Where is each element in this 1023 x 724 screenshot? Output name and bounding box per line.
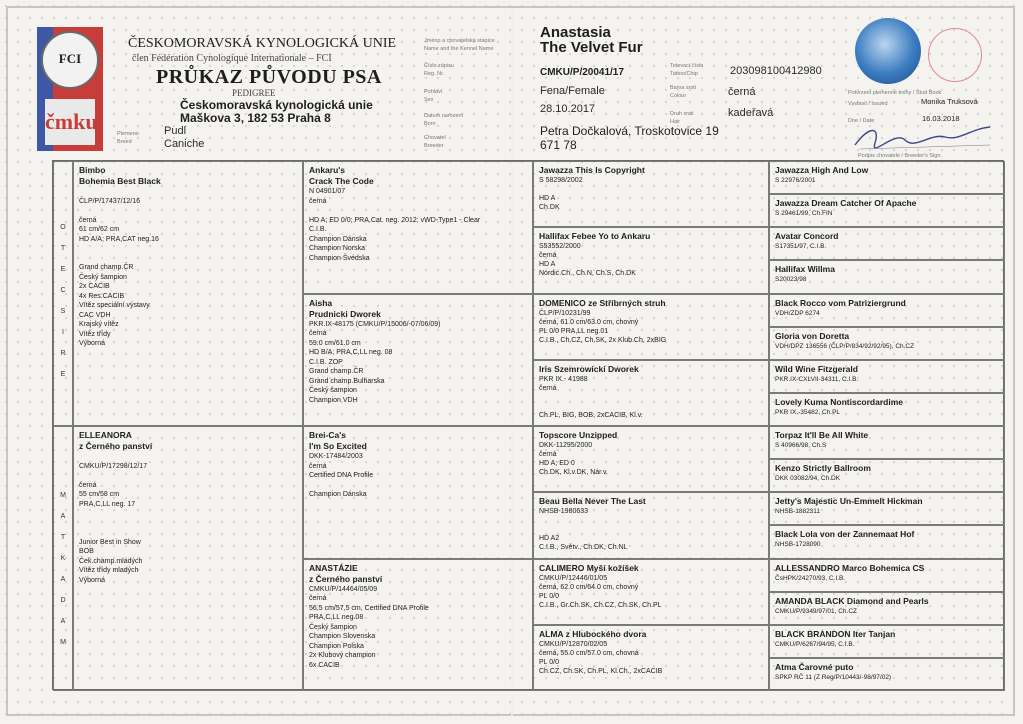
gen2-ancestor [303,426,533,559]
dog-breeder-zip: 671 78 [540,138,577,152]
label-colour-en: Colour [670,93,687,99]
record-line: NHSB-1882311 [775,508,821,516]
record-line: černá [79,216,97,224]
record-line: Champion Polska [309,642,364,650]
record-line: Grand champ.ČR [79,264,134,271]
record-line: 55 cm/58 cm [79,491,120,498]
issuer-name: Českomoravská kynologická unie [180,98,373,112]
label-date: Dne / Date [848,118,875,124]
record-line [79,452,297,462]
label-issued: Vystavil / Issued [848,101,888,107]
gen4-dog-name: AMANDA BLACK Diamond and Pearls [775,595,929,606]
gen2-kennel-name: Prudnicki Dworek [309,308,381,319]
gen2-dog-name: ANASTÁZIE [309,562,358,573]
dam_label-letter: A [60,576,66,583]
record-line [79,471,297,481]
sire_label-letter: I [62,329,64,336]
record-line: Champion Švédska [309,254,370,262]
dog-hair: kadeřavá [728,107,774,119]
sire_label-letter: C [60,287,66,294]
record-line [79,187,297,197]
dog-name: Anastasia [540,24,611,41]
gen3-ancestor [533,625,769,691]
record-line: 61 cm/62 cm [79,226,120,233]
gen1-dog-name: ELLEANORA [79,430,132,440]
record-line: S 40966/98, Ch.S [775,442,827,449]
gen4-dog-name: Black Lola von der Zannemaat Hof [775,529,915,540]
record-line: Ch.CZ, Ch.SK, Ch.PL, Kl.Ch., 2xCACIB [539,667,663,675]
record-line: CMKU/P/12870/02/05 [539,640,608,648]
cmku-emblem-icon: čmku [45,99,95,145]
record-line: Certified DNA Profile [309,472,374,479]
dog-born: 28.10.2017 [540,103,596,115]
record-line: PKR IX.- 41988 [539,375,588,383]
issuer-address: Maškova 3, 182 53 Praha 8 [180,111,331,125]
record-line: černá [539,384,557,392]
record-line: NHSB-1728090 [775,541,821,549]
record-line [539,185,763,194]
gen3-ancestor [533,559,769,625]
record-line: PKR.IX-48175 (CMKU/P/15006/-07/06/09) [309,320,441,328]
gen3-ancestor [533,492,769,558]
sire_label-letter: O [60,224,66,231]
gen4-ancestor [769,194,1005,227]
record-line: CMKU/P/12446/01/05 [539,574,608,582]
record-line: Ček.champ.mladých [79,557,143,565]
record-line: PL 0/0 [539,658,559,666]
gen4-ancestor [769,393,1005,426]
label-born: Datum narození [424,113,464,119]
dog-kennel: The Velvet Fur [540,39,643,56]
record-line: PL 0/0 PRA,LL neg.01 [539,327,609,335]
record-line: DKK-17484/2003 [309,453,363,460]
record-line: Champion Norska [309,245,366,252]
record-line: DKK 03082/94, Ch.DK [775,475,841,483]
gen4-ancestor [769,658,1005,691]
record-line: C.I.B., Ch.CZ, Ch.SK, 2x Klub.Ch, 2xBIG [539,336,667,344]
breed-label-en: Breed [117,139,132,145]
label-name-en: Name and the Kennel Name [424,46,494,52]
gen4-dog-name: Avatar Concord [775,231,839,242]
gen4-dog-name: ALLESSANDRO Marco Bohemica CS [775,562,925,573]
issue-date: 16.03.2018 [922,114,960,123]
gen4-ancestor [769,625,1005,658]
pedigree-table [52,160,1004,690]
gen2-dog-name: Aisha [309,297,333,308]
dam_label-letter: T [60,534,66,541]
gen2-kennel-name: I'm So Excited [309,441,367,451]
dam_label-letters [56,485,70,653]
record-line: N 04901/07 [309,188,346,195]
record-line: S 22976/2001 [775,177,816,184]
record-line [79,528,297,538]
gen3-dog-name: Beau Bella Never The Last [539,496,646,507]
record-line: 2x CACIB [79,283,110,290]
dam_label-letter: D [60,597,66,604]
gen4-ancestor [769,260,1005,293]
record-line: 6x CACIB [309,661,340,669]
record-line [79,244,297,254]
gen2-kennel-name: Crack The Code [309,176,374,186]
record-line: Krajský vítěz [79,321,119,328]
record-line: černá, 55.0 cm/57.0 cm, chovná [539,649,639,657]
gen4-dog-name: Jetty's Majestic Un-Emmelt Hickman [775,496,923,507]
dog-chip: 203098100412980 [730,65,822,77]
record-line: VDH/ZDP 6274 [775,309,820,317]
gen3-ancestor [533,294,769,360]
label-colour: Barva srsti [670,85,696,91]
label-signature: Podpis chovatele / Breeder's Sign. [858,153,942,159]
dog-reg: CMKU/P/20041/17 [540,67,624,78]
breed-label: Plemeno [117,131,139,137]
gen3-dog-name: Jawazza This Is Copyright [539,165,645,175]
record-line: Ch.DK [539,204,560,211]
gen4-dog-name: Gloria von Doretta [775,330,850,341]
record-line: Český šampion [309,623,357,631]
sire_label-letters [56,217,70,385]
label-hair: Druh srsti [670,111,694,117]
record-line [79,206,297,216]
gen4-ancestor [769,459,1005,492]
document-title: PRŮKAZ PŮVODU PSA [156,66,382,88]
gen2-kennel-name: z Černého panství [309,573,383,584]
record-line: PRA,C,LL neg.08 [309,614,364,621]
gen3-dog-name: Hallifax Febee Yo to Ankaru [539,231,651,242]
record-line: Ch.PL, BIG, BOB, 2xCACIB, Kl.v. [539,411,643,419]
record-line: NHSB-1980633 [539,508,589,516]
record-line: Český šampion [79,273,127,281]
sire-column [53,161,73,426]
dam_label-letter: K [60,555,66,562]
record-line: CMKU/P/17298/12/17 [79,462,148,470]
record-line: 56,5 cm/57,5 cm, Certified DNA Profile [309,604,429,612]
record-line: HD B/A; PRA,C,LL neg. 08 [309,349,393,356]
record-line: CAC VDH [79,311,111,319]
record-line: C.I.B., Světv., Ch.DK, Ch.NL [539,544,628,552]
fci-cmku-logo [37,27,103,151]
gen4-dog-name: Jawazza Dream Catcher Of Apache [775,198,917,209]
record-line: Vítěz speciální výstavy [79,302,150,309]
issued-by: Monika Truksová [921,97,978,106]
gen3-ancestor [533,426,769,492]
gen4-ancestor [769,559,1005,592]
gen2-ancestor [303,559,533,692]
org-membership: člen Fédération Cynologique Internationale – FCI [132,53,332,64]
gen4-dog-name: Black Rocco vom Patriziergrund [775,297,906,308]
record-line: Junior Best in Show [79,538,141,546]
sire_label-letter: S [60,308,66,315]
gen3-dog-name: Iris Szemrowicki Dworek [539,363,639,374]
record-line: Výborná [79,340,106,347]
gen4-ancestor [769,327,1005,360]
sire_label-letter: R [60,350,66,357]
gen4-ancestor [769,161,1005,194]
record-line: 59.0 cm/61.0 cm [309,339,361,347]
record-line: HD A [539,195,556,202]
label-breeder: Chovatel [424,135,446,141]
record-line: Champion Slovenska [309,633,376,640]
gen4-ancestor [769,525,1005,558]
record-line [79,254,297,264]
record-line: černá [309,330,327,337]
breeder-signature-icon [850,115,1000,155]
gen4-ancestor [769,426,1005,459]
record-line: černá [309,462,327,470]
gen1-ancestor [73,161,303,426]
label-sex-en: Sex [424,97,434,103]
label-hair-en: Hair [670,119,681,125]
gen4-ancestor [769,227,1005,260]
gen3-dog-name: ALMA z Hlubockého dvora [539,628,647,639]
record-line: C.I.B., Gr.Ch.SK, Ch.CZ, Ch.SK, Ch.PL [539,601,662,609]
dam_label-letter: A [60,513,66,520]
hologram-seal-icon [855,18,921,84]
record-line [79,519,297,529]
record-line: Ch.DK, Kl.v.DK, Nár.v. [539,469,608,476]
dam_label-letter: M [60,639,66,646]
record-line: černá [539,451,557,458]
gen4-dog-name: BLACK BRANDON Iter Tanjan [775,628,896,639]
record-line: CMKU/P/9349/97/01, Ch.CZ [775,607,858,615]
dam_label-letter: M [60,492,66,499]
record-line: černá, 62.0 cm/64.0 cm, chovný [539,583,639,591]
gen3-dog-name: DOMENICO ze Stříbrných struh [539,297,666,308]
gen3-ancestor [533,360,769,426]
gen2-dog-name: Ankaru's [309,165,346,175]
record-line: DKK-11295/2000 [539,442,593,449]
gen3-ancestor [533,227,769,293]
label-chip: Tetovací číslo [670,63,704,69]
record-line: PKR IX.-35482, Ch.PL [775,408,841,416]
dam-column [53,426,73,691]
label-reg: Číslo zápisu [424,63,454,69]
dog-colour: černá [728,86,756,98]
gen4-dog-name: Lovely Kuma Nontiscordardime [775,396,904,407]
record-line [539,393,763,402]
gen4-dog-name: Jawazza High And Low [775,165,869,175]
gen4-dog-name: Kenzo Strictly Ballroom [775,463,871,474]
label-chip-en: Tattoo/Chip [670,71,698,77]
gen4-ancestor [769,294,1005,327]
record-line: 2x Klubový champion [309,652,376,659]
record-line: Výborná [79,576,106,584]
record-line: Champion Dánska [309,491,367,498]
sire_label-letter: E [60,266,66,273]
record-line: Nordic.Ch., Ch.N, Ch.S, Ch.DK [539,270,636,278]
gen4-ancestor [769,360,1005,393]
record-line: S 29461/99, Ch.FIN [775,210,833,218]
label-born-en: Born [424,121,436,127]
record-line [309,481,527,491]
record-line: černá, 61.0 cm/63.0 cm, chovný [539,318,639,326]
gen3-dog-name: Topscore Unzipped [539,430,618,440]
record-line: černá [309,595,327,602]
gen2-dog-name: Brei-Ca's [309,430,346,440]
gen2-ancestor [303,294,533,427]
record-line: CMKU/P/6267/94/95, C.I.B. [775,640,855,648]
record-line: Champion Dánska [309,235,367,243]
record-line: C.I.B. ZOP [309,358,343,366]
record-line [539,516,763,525]
record-line: VDH/DPZ 136556 (ČLP/P/834/92/92/95), Ch.CZ [775,342,915,350]
gen4-ancestor [769,492,1005,525]
dam_label-letter: A [60,618,66,625]
record-line: ČLP/P/10231/99 [539,309,591,317]
record-line: Vítěz třídy [79,330,111,338]
record-line: Grand champ.ČR [309,368,364,375]
gen1-kennel-name: z Černého panství [79,441,153,451]
gen3-dog-name: CALIMERO Myší kožíšek [539,562,639,573]
sire_label-letter: T [60,245,66,252]
org-name: ČESKOMORAVSKÁ KYNOLOGICKÁ UNIE [128,36,397,51]
record-line: ČsHPK/24270/93, C.I.B. [775,574,846,582]
record-line [309,206,527,216]
record-line: 4x Res.CACIB [79,292,125,300]
record-line: S20023/98 [775,276,807,284]
studbook-stamp-icon [928,28,982,82]
label-name: Jméno a chovatelská stanice [424,38,495,44]
record-line: C.I.B. [309,226,327,233]
record-line: černá [79,481,97,489]
fci-emblem-icon: FCI [41,31,99,89]
gen4-dog-name: Atma Čarovné puto [775,661,854,672]
document-subtitle: PEDIGREE [232,88,276,98]
dog-sex: Fena/Female [540,85,605,97]
record-line: SPKP RČ 11 (Z Reg/P/10443/-98/97/02) [775,673,892,681]
record-line [79,509,297,519]
label-studbook: Potvrzení plemenné knihy / Stud Book [848,90,942,96]
gen2-ancestor [303,161,533,294]
record-line: CMKU/P/14464/05/09 [309,585,378,593]
label-breeder-en: Breeder [424,143,444,149]
record-line: BOB [79,548,94,555]
record-line: S53552/2000 [539,243,581,251]
breed-cz: Pudl [164,125,187,137]
gen4-dog-name: Hallifax Willma [775,264,835,275]
record-line [539,525,763,534]
record-line: Champion VDH [309,396,358,404]
gen4-dog-name: Torpaz It'll Be All White [775,430,869,440]
record-line: černá [539,252,557,260]
record-line: černá [309,197,327,205]
record-line: HD A; ED 0/0; PRA,Cat. neg. 2012; vWD-Type1 - Clear [309,216,481,224]
record-line: Český šampion [309,387,357,394]
record-line [539,402,763,411]
gen1-dog-name: Bimbo [79,165,106,175]
record-line: HD A/A; PRA,CAT neg.16 [79,235,159,243]
gen4-dog-name: Wild Wine Fitzgerald [775,363,858,374]
record-line: HD A [539,261,556,269]
record-line: PRA,C,LL neg. 17 [79,500,136,508]
record-line: S17351/97, C.I.B. [775,243,827,251]
record-line: PKR.IX-CXLVII-34311, C.I.B. [775,375,859,383]
gen3-ancestor [533,161,769,227]
record-line: S 58298/2002 [539,177,583,184]
record-line: Grand champ.Bulharska [309,377,385,385]
sire_label-letter: E [60,371,66,378]
record-line: HD A2 [539,535,560,543]
record-line: Vítěz třídy mladých [79,567,139,574]
record-line: HD A; ED 0 [539,460,575,467]
dog-breeder: Petra Dočkalová, Troskotovice 19 [540,124,719,138]
gen1-ancestor [73,426,303,691]
record-line: PL 0/0 [539,592,559,600]
record-line: ČLP/P/17437/12/16 [79,197,141,205]
gen1-kennel-name: Bohemia Best Black [79,176,161,186]
gen4-ancestor [769,592,1005,625]
label-reg-en: Reg. Nr. [424,71,445,77]
label-sex: Pohlaví [424,89,443,95]
breed-fr: Caniche [164,138,205,150]
